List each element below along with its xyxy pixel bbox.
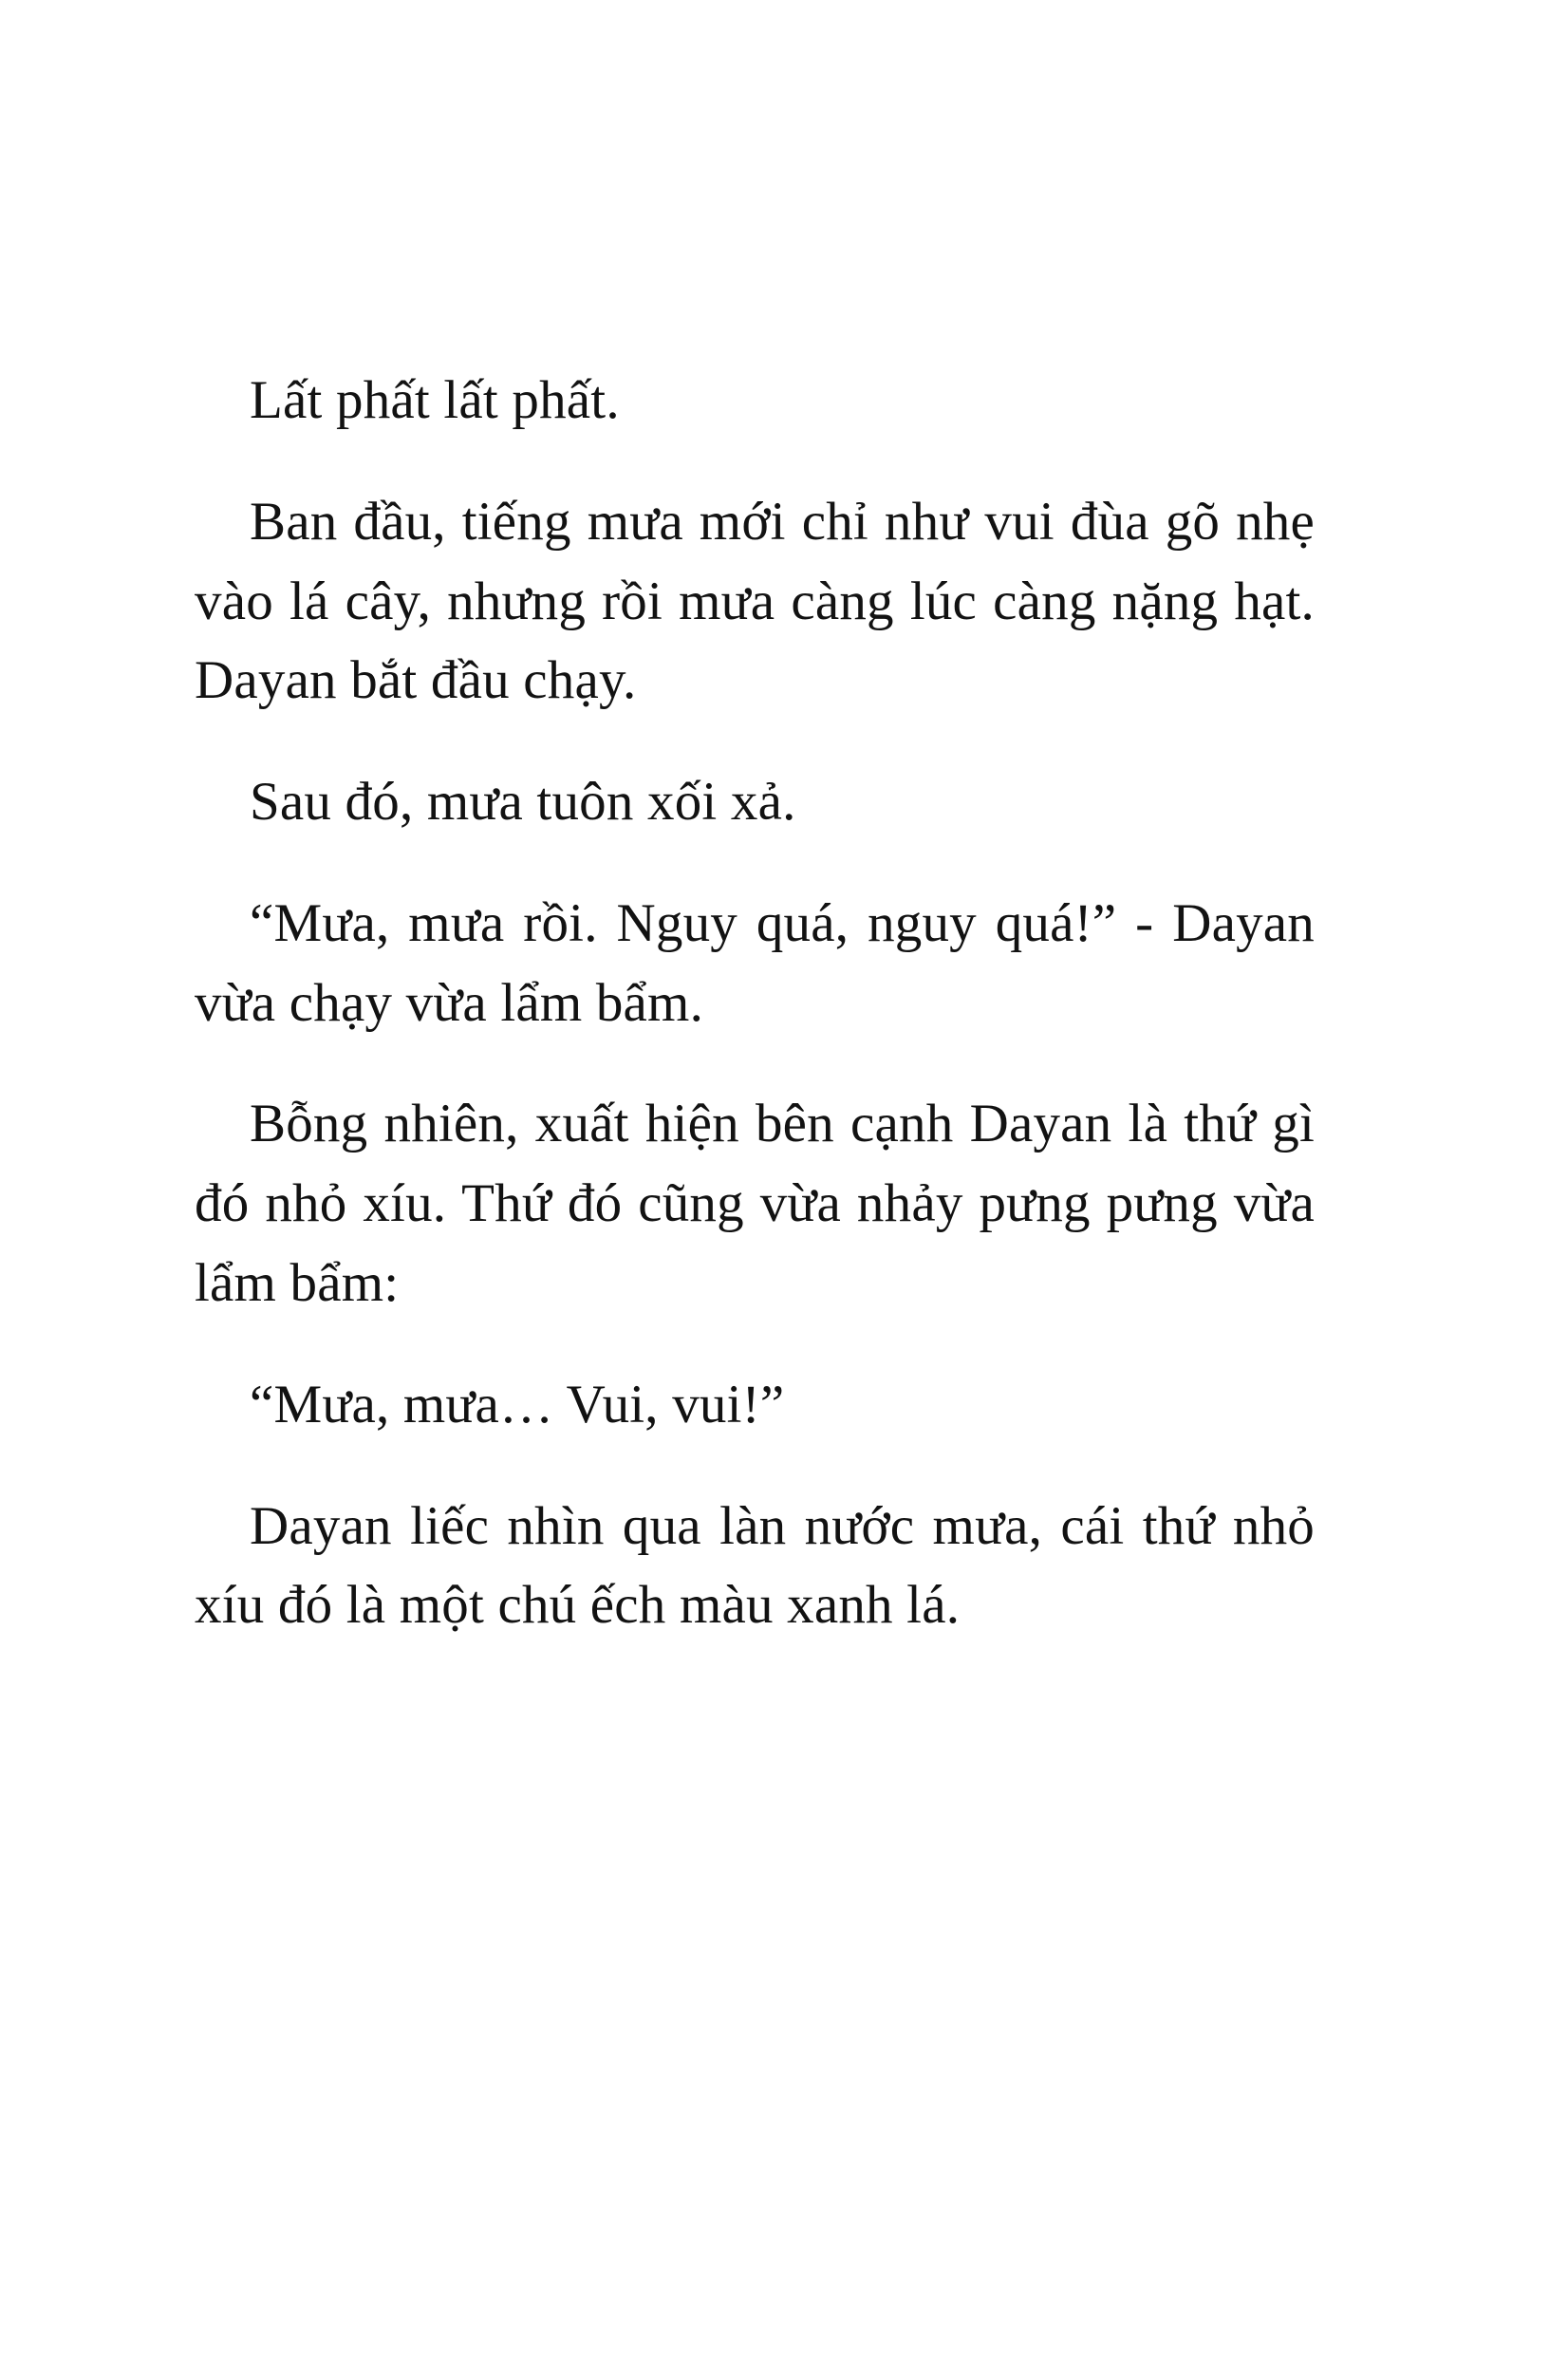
paragraph-4: “Mưa, mưa rồi. Nguy quá, nguy quá!” - Dayan vừa chạy vừa lẩm bẩm. bbox=[195, 892, 1315, 1033]
paragraph-5: Bỗng nhiên, xuất hiện bên cạnh Dayan là thứ gì đó nhỏ xíu. Thứ đó cũng vừa nhảy pưng pưng vừa lẩm bẩm: bbox=[195, 1094, 1315, 1314]
paragraph-1: Lất phất lất phất. bbox=[250, 370, 620, 430]
paragraph-7: Dayan liếc nhìn qua làn nước mưa, cái thứ nhỏ xíu đó là một chú ếch màu xanh lá. bbox=[195, 1495, 1315, 1636]
paragraph-6: “Mưa, mưa… Vui, vui!” bbox=[250, 1374, 785, 1434]
paragraph-2: Ban đầu, tiếng mưa mới chỉ như vui đùa gõ nhẹ vào lá cây, nhưng rồi mưa càng lúc càng nặng hạt. Dayan bắt đầu chạy. bbox=[195, 491, 1315, 711]
body-text-column bbox=[195, 361, 1315, 1645]
paragraph-3: Sau đó, mưa tuôn xối xả. bbox=[250, 772, 796, 833]
